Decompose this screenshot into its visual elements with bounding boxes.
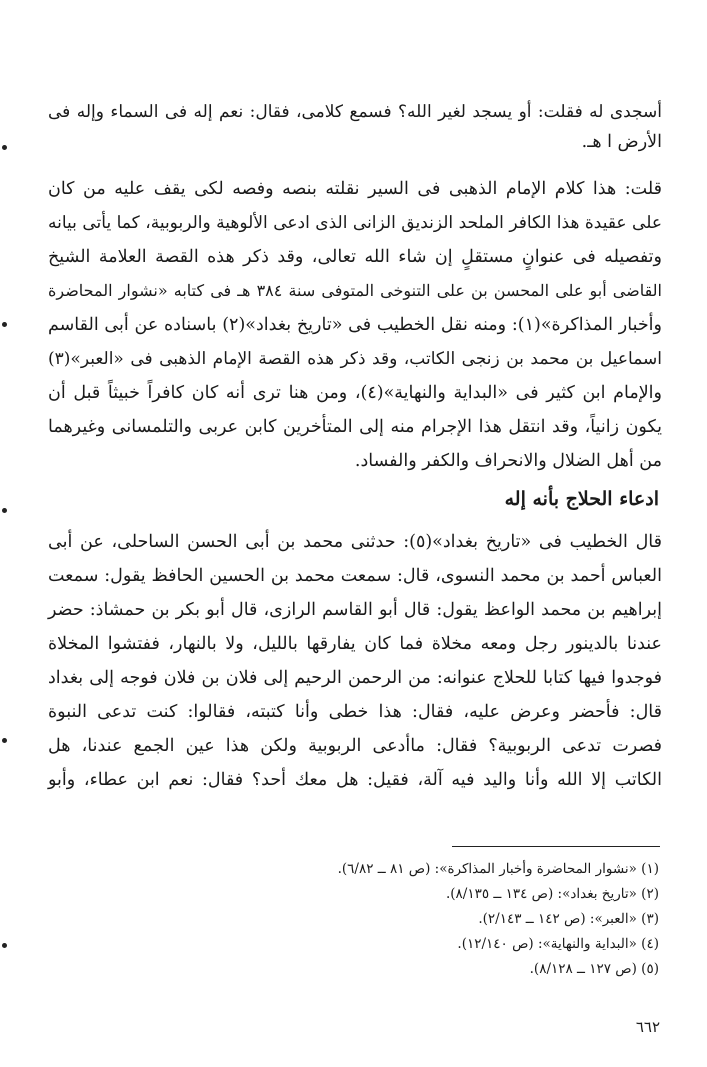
text-line: على عقيدة هذا الكافر الملحد الزنديق الزانى الذى ادعى الألوهية والربوبية، كما يأتى بيانه	[48, 213, 662, 233]
text-line: قال الخطيب فى «تاريخ بغداد»(٥): حدثنى محمد بن أبى الحسن الساحلى، عن أبى	[48, 532, 662, 552]
text-line: العباس أحمد بن محمد النسوى، قال: سمعت محمد بن الحسين الحافظ يقول: سمعت	[48, 566, 662, 586]
section-heading: ادعاء الحلاج بأنه إله	[504, 488, 659, 510]
text-line: فصرت تدعى الربوبية؟ فقال: ماأدعى الربوبية ولكن هذا عين الجمع عندنا، هل	[48, 736, 662, 756]
footnote: (٣) «العبر»: (ص ١٤٢ ــ ٢/١٤٣).	[478, 911, 659, 927]
footnote-divider	[452, 846, 660, 847]
text-line: قلت: هذا كلام الإمام الذهبى فى السير نقلته بنصه وفصه لكى يقف عليه من كان	[48, 179, 662, 199]
text-line: قال: فأحضر وعرض عليه، فقال: هذا خطى وأنا كتبته، فقالوا: كنت تدعى النبوة	[48, 702, 662, 722]
text-line: الكاتب إلا الله وأنا واليد فيه آلة، فقيل: هل معك أحد؟ فقال: نعم ابن عطاء، وأبو	[48, 770, 662, 790]
binding-mark	[2, 322, 7, 327]
binding-mark	[2, 508, 7, 513]
text-line: وأخبار المذاكرة»(١): ومنه نقل الخطيب فى «تاريخ بغداد»(٢) باسناده عن أبى القاسم	[48, 315, 662, 335]
footnote: (١) «نشوار المحاضرة وأخبار المذاكرة»: (ص ٨١ ــ ٦/٨٢).	[337, 861, 659, 877]
text-line: إبراهيم بن محمد الواعظ يقول: قال أبو القاسم الرازى، قال أبو بكر بن حمشاذ: حضر	[48, 600, 662, 620]
text-line: اسماعيل بن محمد بن زنجى الكاتب، وقد ذكر هذه القصة الإمام الذهبى فى «العبر»(٣)	[48, 349, 662, 369]
binding-mark	[2, 145, 7, 150]
text-line: يكون زانياً، وقد انتقل هذا الإجرام منه إلى المتأخرين كابن عربى والتلمسانى وغيرهما	[48, 417, 662, 437]
footnote: (٢) «تاريخ بغداد»: (ص ١٣٤ ــ ٨/١٣٥).	[445, 886, 659, 902]
footnote: (٥) (ص ١٢٧ ــ ٨/١٢٨).	[529, 961, 659, 977]
text-line: والإمام ابن كثير فى «البداية والنهاية»(٤)، ومن هنا ترى أنه كان كافراً خبيثاً قبل أن	[48, 383, 662, 403]
page-number: ٦٦٢	[635, 1018, 660, 1036]
footnote: (٤) «البداية والنهاية»: (ص ١٢/١٤٠).	[457, 936, 659, 952]
text-line: من أهل الضلال والانحراف والكفر والفساد.	[354, 451, 662, 471]
text-line: عندنا بالدينور رجل ومعه مخلاة فما كان يفارقها بالليل، ولا بالنهار، ففتشوا المخلاة	[48, 634, 662, 654]
binding-mark	[2, 943, 7, 948]
text-line: أسجدى له فقلت: أو يسجد لغير الله؟ فسمع كلامى، فقال: نعم إله فى السماء وإله فى	[48, 102, 662, 122]
binding-mark	[2, 738, 7, 743]
text-line: القاضى أبو على المحسن بن على التنوخى المتوفى سنة ٣٨٤ هـ فى كتابه «نشوار المحاضرة	[48, 281, 663, 300]
text-line: وتفصيله فى عنوانٍ مستقلٍ إن شاء الله تعالى، وقد ذكر هذه القصة العلامة الشيخ	[48, 247, 662, 267]
text-line: الأرض ا هـ.	[581, 132, 662, 152]
text-line: فوجدوا فيها كتابا للحلاج عنوانه: من الرحمن الرحيم إلى فلان بن فلان فوجه إلى بغداد	[48, 668, 662, 688]
